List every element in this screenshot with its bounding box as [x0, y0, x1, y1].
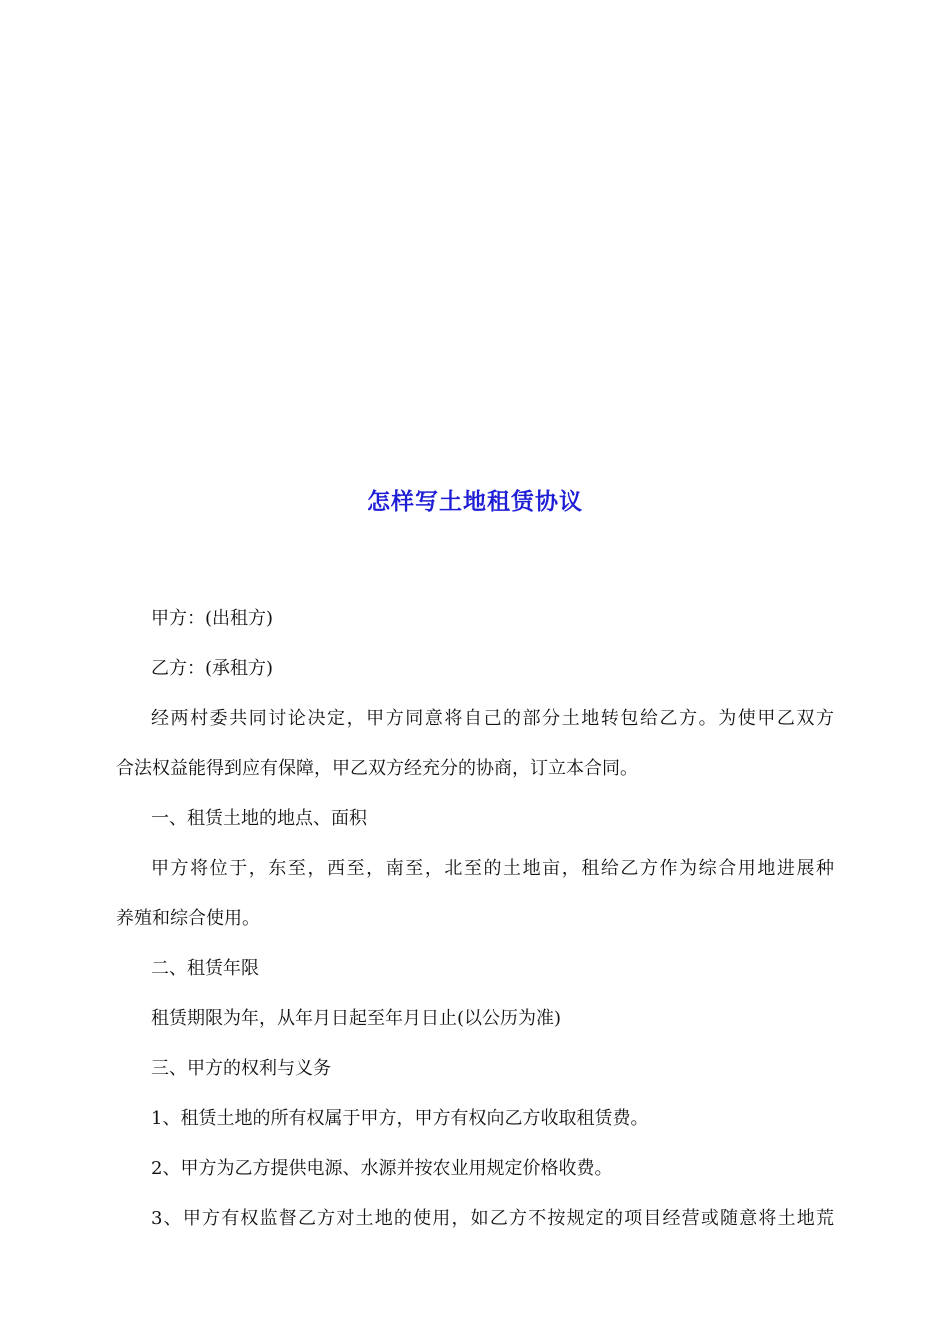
- paragraph-line: 合法权益能得到应有保障，甲乙双方经充分的协商，订立本合同。: [116, 758, 638, 779]
- paragraph-line: 租赁期限为年，从年月日起至年月日止(以公历为准): [151, 1008, 562, 1029]
- section-heading: 二、租赁年限: [151, 958, 259, 979]
- list-item: 1、租赁土地的所有权属于甲方，甲方有权向乙方收取租赁费。: [151, 1108, 649, 1129]
- document-title: 怎样写土地租赁协议: [367, 488, 583, 515]
- section-heading: 三、甲方的权利与义务: [151, 1058, 331, 1079]
- paragraph-line: 养殖和综合使用。: [116, 908, 260, 929]
- section-heading: 一、租赁土地的地点、面积: [151, 808, 367, 829]
- paragraph-line: 甲方将位于，东至，西至，南至，北至的土地亩，租给乙方作为综合用地进展种: [151, 858, 834, 879]
- party-a-line: 甲方：(出租方): [151, 608, 274, 629]
- list-item: 3、甲方有权监督乙方对土地的使用，如乙方不按规定的项目经营或随意将土地荒: [151, 1208, 834, 1229]
- list-item: 2、甲方为乙方提供电源、水源并按农业用规定价格收费。: [151, 1158, 613, 1179]
- paragraph-line: 经两村委共同讨论决定，甲方同意将自己的部分土地转包给乙方。为使甲乙双方: [151, 708, 834, 729]
- party-b-line: 乙方：(承租方): [151, 658, 274, 679]
